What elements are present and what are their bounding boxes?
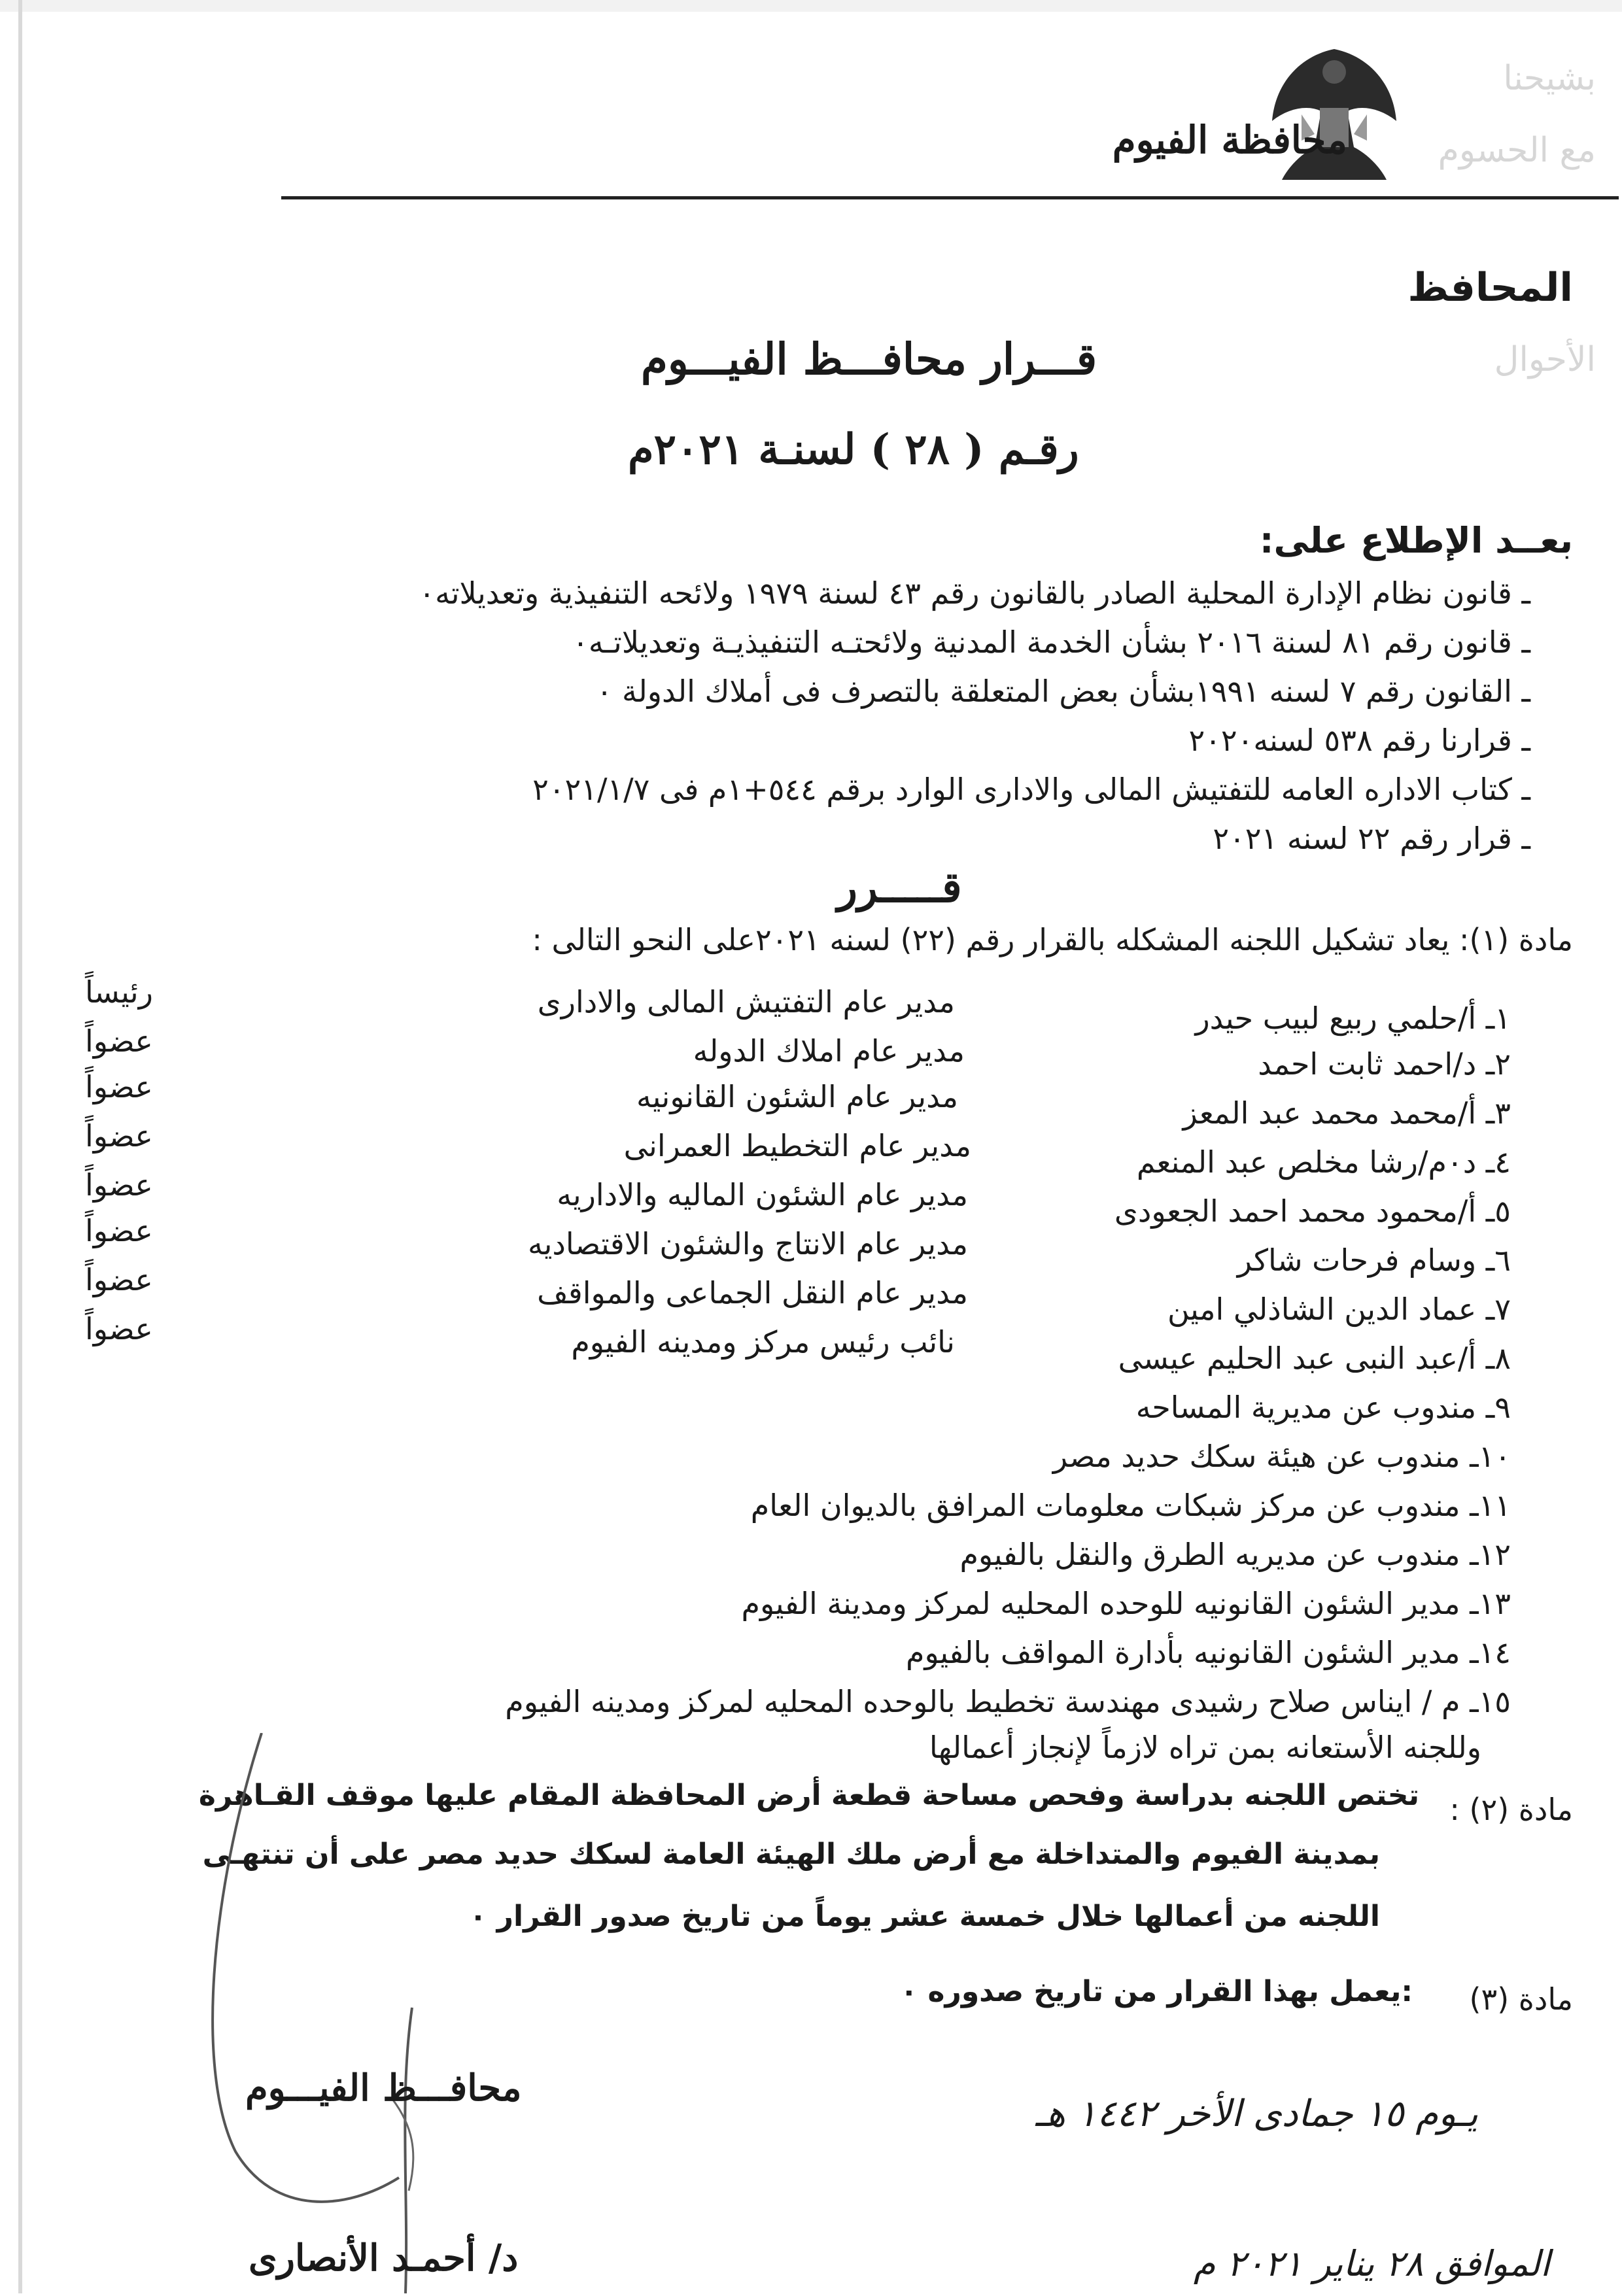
preamble-item: ـ كتاب الاداره العامه للتفتيش المالى والادارى الوارد برقم ٥٤٤+١م فى ٢٠٢١/١/٧	[532, 772, 1530, 807]
eagle-emblem-icon	[1262, 36, 1406, 186]
member-role: عضواً	[85, 1262, 153, 1297]
governorate-name: محافظة الفيوم	[1112, 118, 1347, 162]
member-position: مدير عام التفتيش المالى والادارى	[537, 984, 955, 1019]
member-position: نائب رئيس مركز ومدينه الفيوم	[571, 1324, 955, 1360]
delegate-item: ١٣ـ مدير الشئون القانونيه للوحده المحليه لمركز ومدينة الفيوم	[741, 1586, 1511, 1621]
scan-top-strip	[0, 0, 1622, 12]
article-3-text: :يعمل بهذا القرار من تاريخ صدوره ٠	[900, 1975, 1413, 2008]
delegate-item: ١٢ـ مندوب عن مديريه الطرق والنقل بالفيوم	[959, 1537, 1511, 1572]
delegate-item: ١٠ـ مندوب عن هيئة سكك حديد مصر	[1052, 1439, 1511, 1474]
member-name: ١ـ أ/حلمي ربيع لبيب حيدر	[1195, 1001, 1511, 1036]
member-position: مدير عام الشئون الماليه والاداريه	[557, 1177, 968, 1212]
member-role: عضواً	[85, 1069, 153, 1105]
signature-scribble-icon	[183, 1733, 445, 2293]
preamble-item: ـ قانون رقم ٨١ لسنة ٢٠١٦ بشأن الخدمة المدنية ولائحتـه التنفيذيـة وتعديلاتـه٠	[572, 625, 1530, 660]
member-position: مدير عام الانتاج والشئون الاقتصاديه	[527, 1226, 968, 1261]
article-3-label: مادة (٣)	[1469, 1981, 1573, 2017]
margin-note-1: بشيحنا	[1503, 59, 1596, 98]
member-name: ٢ـ د/احمد ثابت احمد	[1258, 1046, 1511, 1082]
member-name: ٨ـ أ/عبد النبى عبد الحليم عيسى	[1118, 1341, 1511, 1376]
member-position: مدير عام املاك الدوله	[693, 1033, 965, 1069]
member-role: رئيساً	[85, 974, 153, 1010]
member-position: مدير عام الشئون القانونيه	[636, 1079, 958, 1114]
member-position: مدير عام النقل الجماعى والمواقف	[537, 1275, 968, 1311]
article-2-line: تختص اللجنه بدراسة وفحص مساحة قطعة أرض المحافظة المقام عليها موقف القـاهرة	[198, 1779, 1419, 1812]
scan-page-edge	[18, 0, 22, 2293]
delegate-item: ١١ـ مندوب عن مركز شبكات معلومات المرافق بالديوان العام	[750, 1488, 1511, 1523]
member-name: ٤ـ د٠م/رشا مخلص عبد المنعم	[1136, 1144, 1511, 1180]
preamble-item: ـ القانون رقم ٧ لسنه ١٩٩١بشأن بعض المتعلقة بالتصرف فى أملاك الدولة ٠	[596, 674, 1530, 709]
decree-number: رقـم ( ٢٨ ) لسنـة ٢٠٢١م	[628, 425, 1079, 474]
assist-line: وللجنه الأستعانه بمن تراه لازماً لإنجاز أعمالها	[929, 1730, 1481, 1765]
member-role: عضواً	[85, 1213, 153, 1248]
delegate-item: ١٤ـ مدير الشئون القانونيه بأدارة المواقف بالفيوم	[905, 1635, 1511, 1670]
preamble-item: ـ قرار رقم ٢٢ لسنه ٢٠٢١	[1213, 821, 1530, 856]
member-name: ٣ـ أ/محمد محمد عبد المعز	[1182, 1095, 1511, 1131]
member-name: ٦ـ وسام فرحات شاكر	[1237, 1242, 1511, 1278]
article-2-line: بمدينة الفيوم والمتداخلة مع أرض ملك الهيئة العامة لسكك حديد مصر على أن تنتهـى	[202, 1838, 1380, 1871]
member-role: عضواً	[85, 1311, 153, 1346]
preamble-heading: بعــد الإطلاع على:	[1259, 520, 1573, 561]
gregorian-date: الموافق ٢٨ يناير ٢٠٢١ م	[1193, 2243, 1550, 2284]
office-label: المحافظ	[1407, 265, 1573, 311]
member-position: مدير عام التخطيط العمرانى	[623, 1128, 971, 1163]
member-name: ٧ـ عماد الدين الشاذلي امين	[1167, 1292, 1511, 1327]
member-role: عضواً	[85, 1023, 153, 1059]
member-name: ٥ـ أ/محمود محمد احمد الجعودى	[1114, 1193, 1511, 1229]
decision-heading: قـــــرر	[837, 863, 962, 912]
hijri-date: يـوم ١٥ جمادى الأخر ١٤٤٢ هـ	[1035, 2093, 1478, 2135]
decree-title: قـــرار محافـــظ الفيـــوم	[641, 334, 1097, 385]
preamble-item: ـ قرارنا رقم ٥٣٨ لسنه٢٠٢٠	[1188, 723, 1530, 758]
member-role: عضواً	[85, 1167, 153, 1203]
preamble-item: ـ قانون نظام الإدارة المحلية الصادر بالقانون رقم ٤٣ لسنة ١٩٧٩ ولائحه التنفيذية وتعديلاته٠	[419, 575, 1530, 611]
margin-note-3: الأحوال	[1494, 340, 1596, 379]
member-role: عضواً	[85, 1118, 153, 1154]
article-2-line: اللجنه من أعمالها خلال خمسة عشر يوماً من تاريخ صدور القرار ٠	[469, 1900, 1380, 1933]
delegate-item: ٩ـ مندوب عن مديرية المساحه	[1135, 1390, 1511, 1425]
signatory-name: د/ أحمـد الأنصارى	[249, 2236, 519, 2280]
article-2-label: مادة (٢) :	[1449, 1792, 1573, 1827]
letterhead-divider	[281, 196, 1619, 199]
article-1-intro: مادة (١): يعاد تشكيل اللجنه المشكله بالقرار رقم (٢٢) لسنه ٢٠٢١على النحو التالى :	[532, 922, 1573, 957]
signatory-title: محافـــظ الفيـــوم	[245, 2066, 522, 2110]
delegate-item: ١٥ـ م / ايناس صلاح رشيدى مهندسة تخطيط بالوحده المحليه لمركز ومدينه الفيوم	[505, 1684, 1511, 1719]
margin-note-2: مع الحسوم	[1438, 131, 1596, 170]
